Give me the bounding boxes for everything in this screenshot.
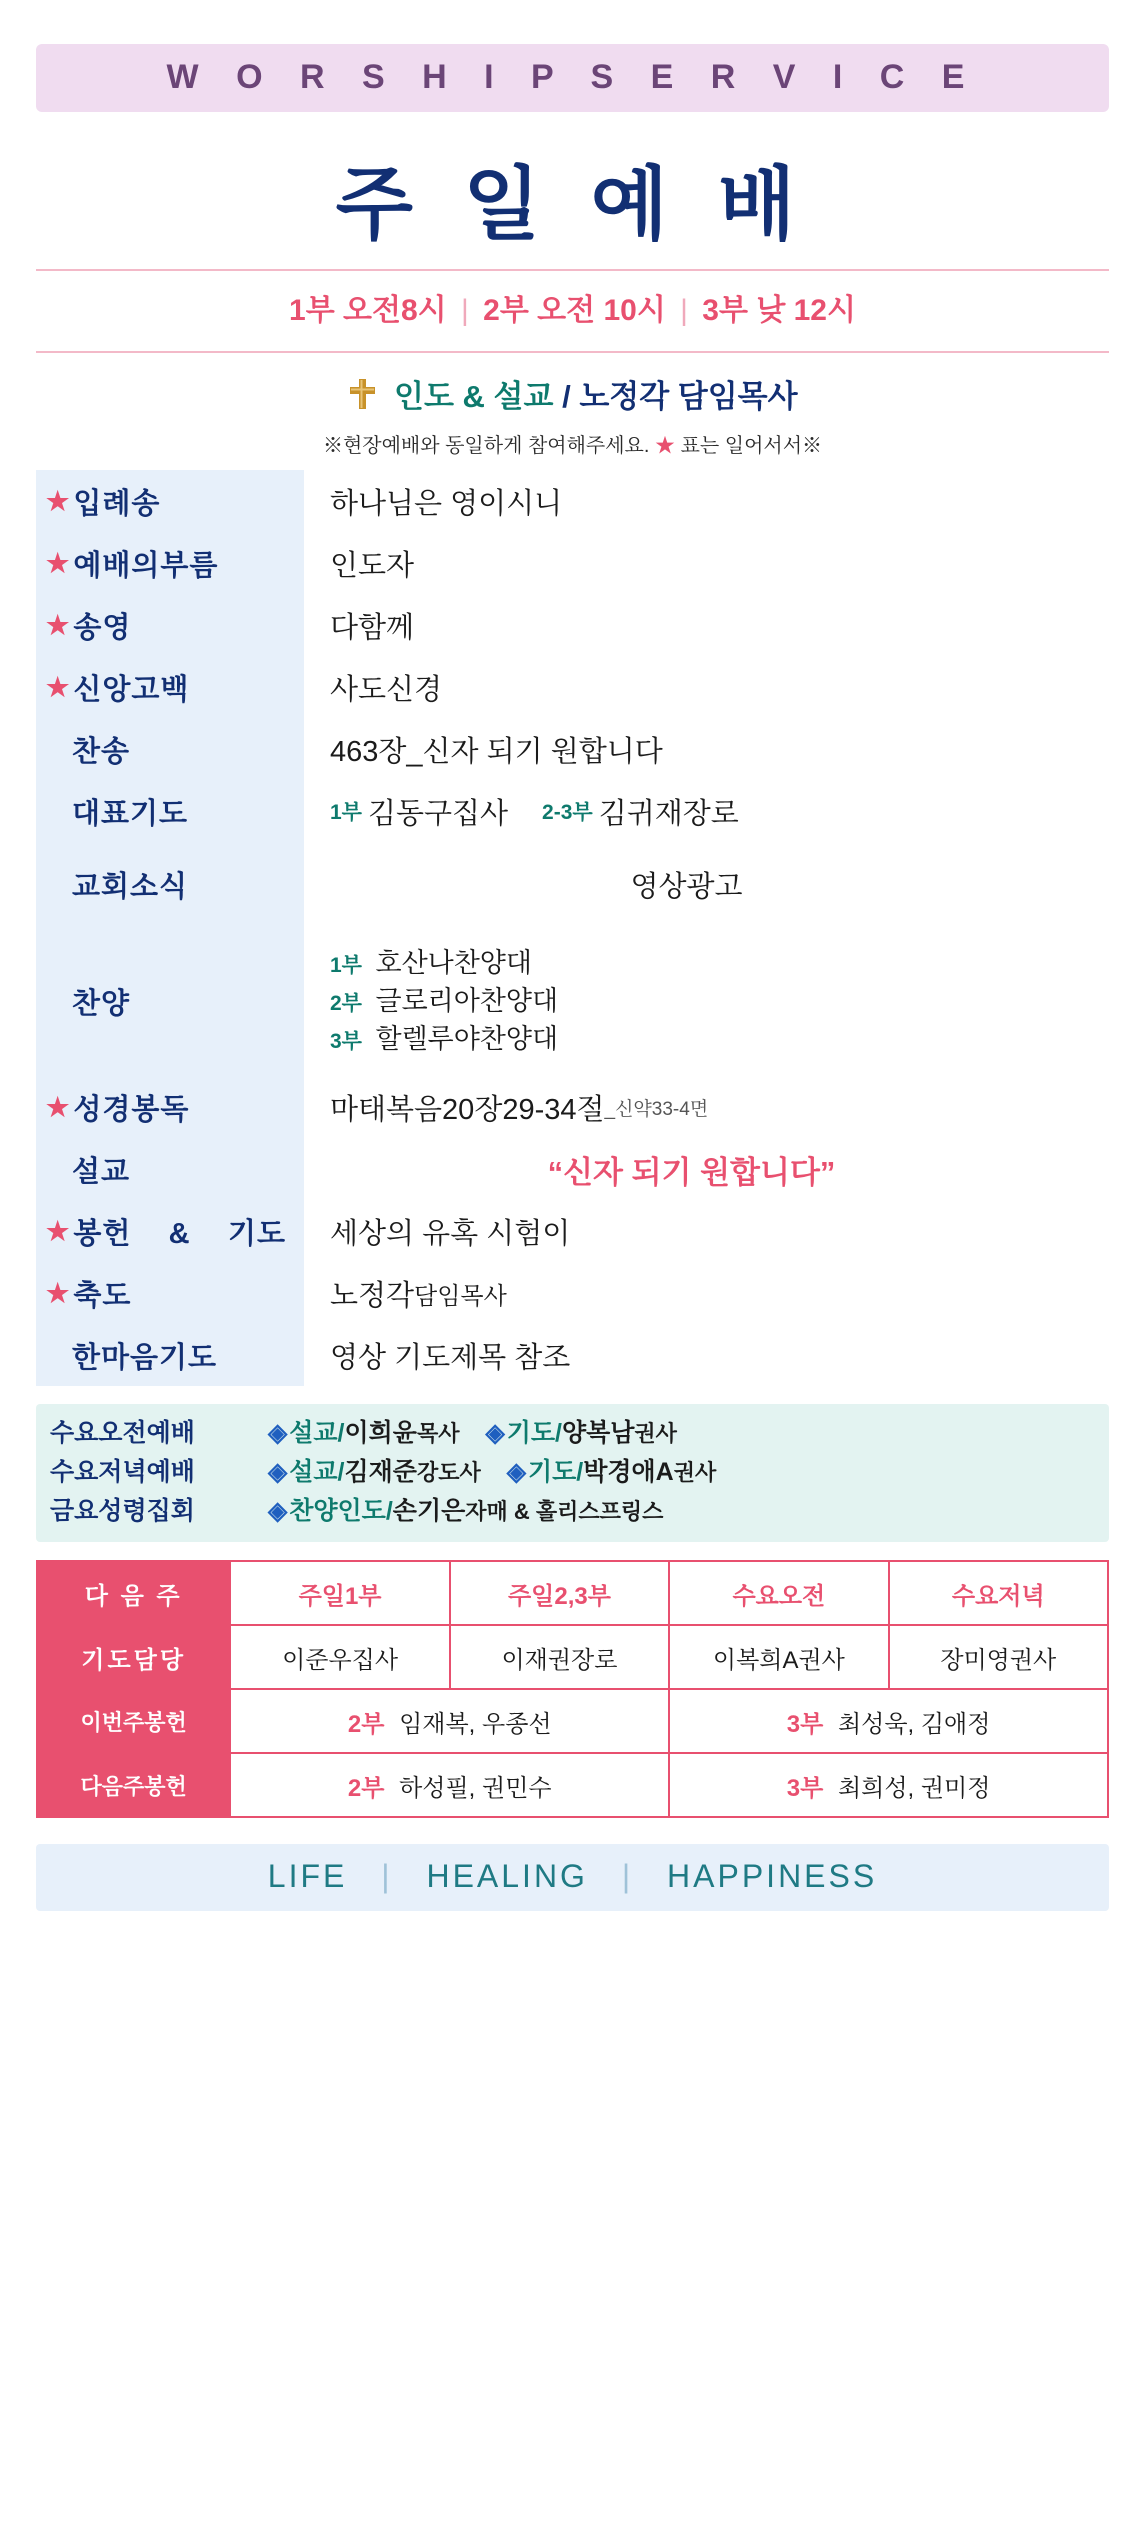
weekday-role: 자매 & 홀리스프링스 — [465, 1498, 664, 1524]
diamond-icon: ◈ — [485, 1419, 505, 1447]
choir-line — [330, 944, 558, 982]
order-of-service — [36, 470, 1109, 1386]
note-right-text: 표는 일어서서※ — [680, 435, 823, 457]
offering-tag: 2부 — [347, 1710, 385, 1738]
order-label-cell — [36, 532, 304, 594]
table-col-sunday1: 주일1부 — [230, 1561, 449, 1625]
footer-divider-2: | — [621, 1858, 634, 1895]
diamond-icon: ◈ — [506, 1457, 526, 1486]
order-label-cell — [36, 1200, 304, 1262]
table-row-header — [37, 1561, 1108, 1625]
weekday-person: 양복남 — [561, 1419, 635, 1447]
order-item-choir-praise — [36, 926, 1109, 1076]
worship-service-banner: W O R S H I P S E R V I C E — [36, 44, 1109, 112]
preacher-name: 노정각 담임목사 — [579, 379, 798, 414]
note-left-text: ※현장예배와 동일하게 참여해주세요. — [322, 435, 650, 457]
order-label-cell — [36, 718, 304, 780]
order-value: 463장_신자 되기 원합니다 — [330, 735, 663, 768]
weekday-tag: 설교 — [289, 1457, 338, 1486]
sermon-title: “신자 되기 원합니다” — [547, 1154, 836, 1190]
weekday-slash: / — [337, 1457, 345, 1486]
table-header-next-week: 다 음 주 — [37, 1561, 230, 1625]
order-item-scripture-reading — [36, 1076, 1109, 1138]
cross-icon — [347, 377, 377, 419]
order-value-cell — [304, 1076, 1109, 1138]
diamond-icon: ◈ — [268, 1457, 288, 1486]
offering-tag: 3부 — [786, 1774, 824, 1802]
offering-names: 최성욱, 김애정 — [837, 1710, 991, 1738]
order-item-unity-prayer — [36, 1324, 1109, 1386]
order-item-creed — [36, 656, 1109, 718]
order-label-cell — [36, 1324, 304, 1386]
star-icon: ★ — [46, 671, 70, 702]
weekday-tag: 기도 — [527, 1457, 577, 1486]
weekday-tag: 설교 — [289, 1419, 338, 1447]
order-value: 사도신경 — [330, 673, 443, 706]
star-icon: ★ — [46, 1091, 70, 1122]
weekday-tag: 찬양인도 — [289, 1496, 386, 1525]
order-label: 설교 — [72, 1155, 131, 1188]
table-cell: 이준우집사 — [230, 1625, 449, 1689]
weekday-entry — [268, 1414, 459, 1453]
weekday-person: 손기은 — [392, 1496, 466, 1525]
prayer-person-2: 김귀재장로 — [598, 797, 739, 830]
order-label: 찬송 — [72, 735, 131, 768]
weekday-tag: 기도 — [506, 1419, 556, 1447]
table-cell — [230, 1689, 669, 1753]
order-value: 마태복음20장29-34절 — [330, 1093, 605, 1126]
order-label: 교회소식 — [72, 870, 189, 903]
table-header-next-week-offering: 다음주봉헌 — [37, 1753, 230, 1817]
order-value: 영상광고 — [630, 870, 743, 903]
service-1-label: 1부 — [289, 294, 335, 327]
weekday-entry — [485, 1414, 676, 1453]
star-icon: ★ — [46, 609, 70, 640]
star-icon: ★ — [46, 485, 70, 516]
weekday-person: 김재준 — [344, 1457, 417, 1486]
weekday-slash: / — [576, 1457, 584, 1486]
weekday-row-wed-evening — [50, 1453, 1095, 1492]
order-value-cell — [304, 718, 1109, 780]
weekday-slash: / — [385, 1496, 393, 1525]
preacher-lead-label: 인도 & 설교 — [394, 379, 554, 414]
order-label: 예배의부름 — [73, 549, 219, 582]
choir-line — [330, 982, 558, 1020]
divider-bottom — [36, 351, 1109, 353]
order-value-cell — [304, 926, 1109, 1076]
choir-name: 할렐루야찬양대 — [375, 1024, 559, 1055]
footer-item-life: LIFE — [267, 1858, 348, 1895]
order-label: 한마음기도 — [72, 1341, 218, 1374]
time-separator-2: | — [680, 294, 688, 327]
page-title: 주 일 예 배 — [335, 160, 810, 249]
weekday-role: 권사 — [673, 1459, 717, 1485]
order-value-cell — [304, 594, 1109, 656]
offering-names: 하성필, 권민수 — [399, 1774, 552, 1802]
order-item-hymn — [36, 718, 1109, 780]
offering-names: 임재복, 우종선 — [399, 1710, 552, 1738]
order-label-cell — [36, 1076, 304, 1138]
table-cell: 장미영권사 — [889, 1625, 1108, 1689]
choir-service-tag: 3부 — [330, 1030, 362, 1054]
order-value: 다함께 — [330, 611, 415, 644]
weekday-role: 강도사 — [416, 1459, 481, 1485]
order-label: 성경봉독 — [73, 1093, 190, 1126]
order-label: 찬양 — [72, 987, 131, 1020]
worship-bulletin-page — [0, 44, 1145, 2524]
table-header-prayer-duty: 기도담당 — [37, 1625, 230, 1689]
table-col-wed-morning: 수요오전 — [669, 1561, 888, 1625]
preacher-row — [36, 371, 1109, 419]
order-value-cell — [304, 470, 1109, 532]
order-value-cell — [304, 1138, 1109, 1200]
order-label: 축도 — [73, 1279, 132, 1312]
prayer-service-tag-1: 1부 — [330, 801, 362, 824]
table-cell: 이복희A권사 — [669, 1625, 888, 1689]
order-label: 신앙고백 — [73, 673, 190, 706]
order-label: 송영 — [73, 611, 132, 644]
order-value-cell — [304, 1324, 1109, 1386]
table-col-sunday23: 주일2,3부 — [450, 1561, 669, 1625]
offering-names: 최희성, 권미정 — [837, 1774, 991, 1802]
order-item-representative-prayer — [36, 780, 1109, 842]
order-label-cell — [36, 470, 304, 532]
order-label: 대표기도 — [72, 797, 189, 830]
table-cell — [230, 1753, 669, 1817]
footer-item-healing: HEALING — [426, 1858, 588, 1895]
prayer-person-1: 김동구집사 — [367, 797, 509, 830]
table-header-this-week-offering: 이번주봉헌 — [37, 1689, 230, 1753]
order-label: 입례송 — [73, 487, 161, 520]
star-icon: ★ — [46, 1215, 70, 1246]
weekday-label: 금요성령집회 — [50, 1496, 195, 1525]
weekday-person: 이희윤 — [344, 1419, 417, 1447]
service-2-label: 2부 — [483, 294, 529, 327]
choir-service-tag: 2부 — [330, 991, 362, 1015]
service-2-time: 오전 10시 — [537, 294, 666, 327]
scripture-page-note: _신약33-4면 — [604, 1098, 709, 1120]
choir-service-tag: 1부 — [330, 953, 362, 977]
weekday-services-box — [36, 1404, 1109, 1542]
order-value-cell — [304, 656, 1109, 718]
order-item-sermon — [36, 1138, 1109, 1200]
prayer-service-tag-2: 2-3부 — [542, 801, 593, 824]
order-label-cell — [36, 656, 304, 718]
weekday-slash: / — [555, 1419, 562, 1447]
order-item-doxology — [36, 594, 1109, 656]
footer-divider-1: | — [381, 1858, 393, 1895]
preacher-slash: / — [562, 379, 571, 414]
table-col-wed-evening: 수요저녁 — [889, 1561, 1108, 1625]
order-value-cell — [304, 842, 1109, 926]
order-item-church-news — [36, 842, 1109, 926]
table-row-prayer-duty — [37, 1625, 1108, 1689]
star-icon: ★ — [46, 1277, 70, 1308]
order-value-cell — [304, 1200, 1109, 1262]
order-label-cell — [36, 842, 304, 926]
order-value: 하나님은 영이시니 — [330, 487, 563, 520]
weekday-role: 목사 — [416, 1421, 460, 1446]
order-label-cell — [36, 1262, 304, 1324]
weekday-role: 권사 — [634, 1421, 677, 1446]
order-label: 봉헌 & 기도 — [73, 1217, 286, 1250]
diamond-icon: ◈ — [268, 1419, 288, 1447]
duty-table — [36, 1560, 1109, 1818]
service-3-label: 3부 — [702, 294, 748, 327]
order-item-ipryesong — [36, 470, 1109, 532]
offering-tag: 3부 — [786, 1710, 824, 1738]
order-item-call-to-worship — [36, 532, 1109, 594]
weekday-row-friday — [50, 1492, 1095, 1531]
order-value: 인도자 — [330, 549, 415, 582]
order-value-cell — [304, 780, 1109, 842]
weekday-person: 박경애A — [583, 1457, 674, 1486]
order-item-benediction — [36, 1262, 1109, 1324]
star-icon: ★ — [46, 547, 70, 578]
order-value: 영상 기도제목 참조 — [330, 1341, 571, 1374]
service-1-time: 오전8시 — [343, 294, 447, 327]
table-cell: 이재권장로 — [450, 1625, 669, 1689]
order-value: 노정각 — [330, 1279, 415, 1312]
order-label-cell — [36, 1138, 304, 1200]
diamond-icon: ◈ — [268, 1496, 288, 1525]
weekday-entry — [507, 1453, 717, 1492]
weekday-entry — [268, 1453, 481, 1492]
table-row-next-week-offering — [37, 1753, 1108, 1817]
order-value: 세상의 유혹 시험이 — [330, 1217, 571, 1250]
benediction-role: 담임목사 — [414, 1282, 507, 1310]
order-value-cell — [304, 1262, 1109, 1324]
choir-name: 글로리아찬양대 — [375, 985, 559, 1016]
order-label-cell — [36, 780, 304, 842]
table-cell — [669, 1689, 1108, 1753]
order-item-offering-prayer — [36, 1200, 1109, 1262]
service-times — [36, 271, 1109, 343]
service-3-time: 낮 12시 — [756, 294, 856, 327]
order-label-cell — [36, 594, 304, 656]
offering-tag: 2부 — [347, 1774, 385, 1802]
attendance-note — [36, 429, 1109, 458]
weekday-label: 수요오전예배 — [50, 1419, 195, 1447]
time-separator-1: | — [461, 294, 469, 327]
choir-name: 호산나찬양대 — [375, 947, 532, 978]
weekday-entry — [268, 1492, 663, 1531]
weekday-slash: / — [337, 1419, 345, 1447]
footer-item-happiness: HAPPINESS — [667, 1858, 878, 1895]
table-row-this-week-offering — [37, 1689, 1108, 1753]
choir-line — [330, 1020, 558, 1058]
table-cell — [669, 1753, 1108, 1817]
order-label-cell — [36, 926, 304, 1076]
weekday-label: 수요저녁예배 — [50, 1457, 195, 1486]
weekday-row-wed-morning — [50, 1414, 1095, 1453]
choir-list — [330, 936, 558, 1067]
star-icon: ★ — [655, 435, 675, 457]
order-value-cell — [304, 532, 1109, 594]
footer-slogan — [36, 1844, 1109, 1911]
